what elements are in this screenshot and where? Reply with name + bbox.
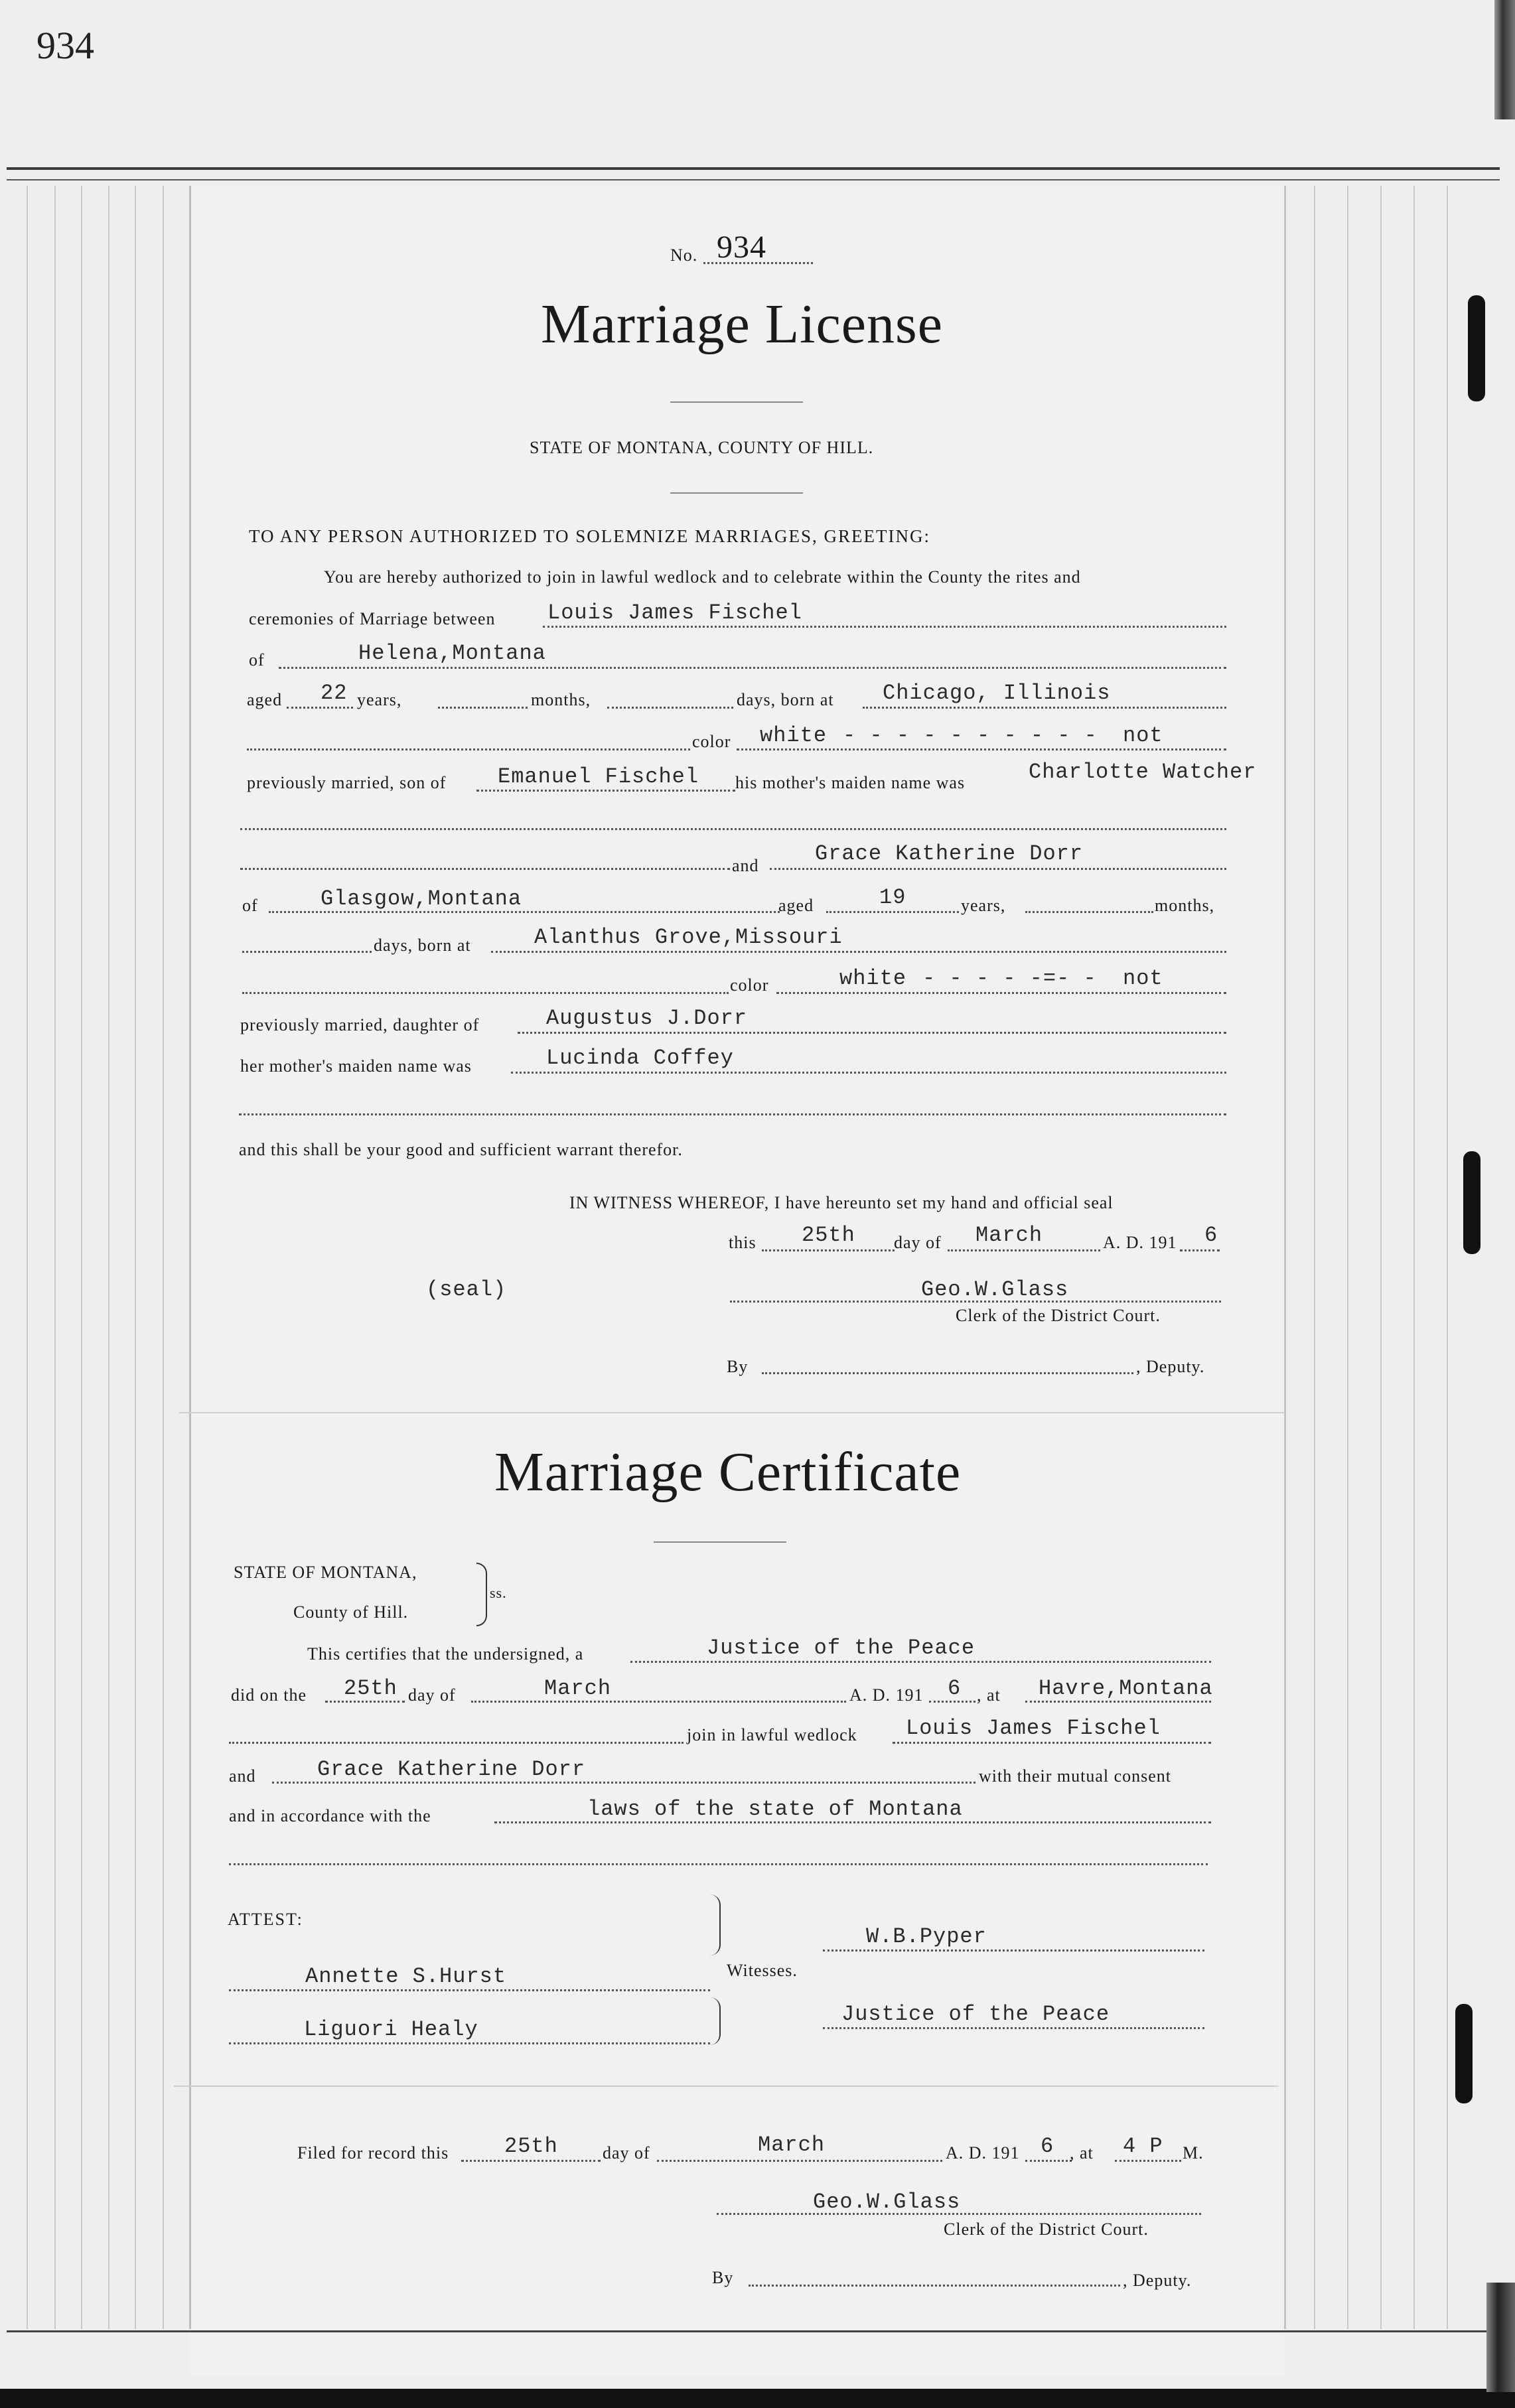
bride-months-line xyxy=(1025,911,1153,913)
groom-days-born-label: days, born at xyxy=(737,690,834,709)
bride-years-label: years, xyxy=(961,896,1006,915)
bride-months-label: months, xyxy=(1155,896,1215,915)
attest-brace-left xyxy=(710,1894,721,1955)
margin-line-2 xyxy=(54,186,56,2329)
officiant-sig-title-line xyxy=(823,2027,1204,2029)
cert-day-of-label: day of xyxy=(408,1685,456,1705)
warrant-text: and this shall be your good and sufficient warrant therefor. xyxy=(239,1140,683,1159)
officiant-signature-line xyxy=(823,1949,1204,1951)
filed-day-line xyxy=(461,2160,601,2162)
cert-bride: Grace Katherine Dorr xyxy=(317,1757,586,1782)
and-label: and xyxy=(732,856,759,875)
groom-months-line xyxy=(438,707,528,709)
issued-year-digit: 6 xyxy=(1204,1223,1218,1247)
ceremonies-label: ceremonies of Marriage between xyxy=(249,609,496,628)
cert-place: Havre,Montana xyxy=(1039,1676,1213,1701)
certificate-title: Marriage Certificate xyxy=(494,1441,962,1503)
filed-year-line xyxy=(1025,2160,1072,2162)
margin-line-5 xyxy=(135,186,136,2329)
did-on-label: did on the xyxy=(231,1685,307,1705)
groom-of-label: of xyxy=(249,650,265,670)
groom-residence: Helena,Montana xyxy=(358,641,546,666)
section-divider-2 xyxy=(174,2086,1279,2087)
form-panel xyxy=(189,186,1284,2375)
and-lead-line xyxy=(240,868,730,870)
bride-name: Grace Katherine Dorr xyxy=(815,841,1084,866)
margin-line-1 xyxy=(27,186,28,2329)
groom-father: Emanuel Fischel xyxy=(498,764,699,789)
greeting-line: TO ANY PERSON AUTHORIZED TO SOLEMNIZE MARRIAGES, GREETING: xyxy=(249,526,931,546)
license-number: 934 xyxy=(717,230,766,265)
filed-m-label: M. xyxy=(1183,2143,1204,2162)
filed-at-label: , at xyxy=(1070,2143,1094,2162)
issued-day-line xyxy=(762,1249,895,1251)
binding-hole-3 xyxy=(1455,2004,1473,2103)
groom-father-line xyxy=(476,790,735,792)
issued-month-line xyxy=(948,1249,1100,1251)
blank-line-3 xyxy=(229,1863,1208,1865)
groom-name-line xyxy=(543,626,1226,628)
cert-day-line xyxy=(325,1701,405,1703)
issued-year-line xyxy=(1180,1249,1220,1251)
cert-groom-line xyxy=(893,1742,1211,1744)
witness-2-line xyxy=(229,2042,710,2044)
bottom-rule xyxy=(7,2330,1500,2332)
bride-color: white xyxy=(839,966,907,991)
bride-color-dashes: - - - - -=- - xyxy=(922,966,1097,991)
blank-line-1 xyxy=(240,828,1226,830)
form-left-edge xyxy=(189,186,191,2329)
filed-ad-label: A. D. 191 xyxy=(946,2143,1020,2162)
right-margin-line-1 xyxy=(1314,186,1315,2329)
filing-deputy-line xyxy=(749,2285,1120,2287)
ledger-header-band xyxy=(0,0,1515,169)
binding-hole-1 xyxy=(1468,295,1485,401)
right-margin-line-2 xyxy=(1347,186,1348,2329)
issued-ad-label: A. D. 191 xyxy=(1103,1233,1177,1252)
license-clerk-title: Clerk of the District Court. xyxy=(956,1306,1161,1325)
bride-of-label: of xyxy=(242,896,258,915)
certifies-label: This certifies that the undersigned, a xyxy=(307,1644,584,1664)
join-label: join in lawful wedlock xyxy=(687,1725,857,1744)
license-by-label: By xyxy=(727,1357,749,1376)
filing-clerk-signature: Geo.W.Glass xyxy=(813,2190,961,2214)
groom-color-dashes: - - - - - - - - - - xyxy=(843,723,1098,748)
cert-state-label: STATE OF MONTANA, xyxy=(234,1563,417,1582)
groom-birthplace-line xyxy=(863,707,1226,709)
bride-mother-line xyxy=(511,1072,1226,1074)
ss-brace xyxy=(476,1563,487,1626)
bride-birthplace-line xyxy=(491,951,1226,953)
groom-residence-line xyxy=(279,667,1226,669)
officiant-signature-title: Justice of the Peace xyxy=(841,2002,1110,2026)
mother-maiden-label: his mother's maiden name was xyxy=(735,773,966,792)
binding-hole-2 xyxy=(1463,1151,1480,1254)
bride-birthplace: Alanthus Grove,Missouri xyxy=(534,925,843,950)
right-margin-line-5 xyxy=(1447,186,1448,2329)
attest-label: ATTEST: xyxy=(228,1910,303,1929)
cert-year-line xyxy=(929,1701,975,1703)
groom-days-line xyxy=(607,707,733,709)
groom-color-line xyxy=(737,748,1226,750)
filed-year-digit: 6 xyxy=(1041,2134,1054,2159)
page-edge-bottom-right xyxy=(1486,2283,1515,2392)
license-number-label: No. xyxy=(670,246,698,265)
section-divider xyxy=(179,1412,1284,1413)
page-edge-top-right xyxy=(1494,0,1515,119)
filing-clerk-line xyxy=(717,2213,1201,2215)
filed-day: 25th xyxy=(504,2134,558,2159)
bride-residence-line xyxy=(269,911,780,913)
title-rule-1 xyxy=(670,401,803,403)
issued-month: March xyxy=(975,1223,1043,1247)
margin-line-3 xyxy=(81,186,82,2329)
page-number: 934 xyxy=(36,24,94,67)
cert-month: March xyxy=(544,1676,612,1701)
filed-hour-line xyxy=(1115,2160,1181,2162)
groom-name: Louis James Fischel xyxy=(547,601,802,625)
license-deputy-label: , Deputy. xyxy=(1136,1357,1205,1376)
this-label: this xyxy=(729,1233,757,1252)
laws-line xyxy=(494,1821,1211,1823)
license-deputy-line xyxy=(762,1372,1133,1374)
witness-1-line xyxy=(229,1989,710,1991)
seal-mark: (seal) xyxy=(426,1277,507,1302)
bride-previously-married: not xyxy=(1123,966,1163,991)
bride-residence: Glasgow,Montana xyxy=(321,886,522,911)
bride-age-line xyxy=(826,911,959,913)
bride-color-lead-line xyxy=(242,992,729,994)
header-rule-top xyxy=(7,167,1500,170)
witness-2: Liguori Healy xyxy=(304,2017,478,2042)
bride-mother-maiden: Lucinda Coffey xyxy=(546,1046,734,1070)
daughter-of-label: previously married, daughter of xyxy=(240,1015,480,1034)
consent-label: with their mutual consent xyxy=(979,1766,1172,1786)
bride-age: 19 xyxy=(879,885,906,910)
filing-by-label: By xyxy=(712,2268,734,2287)
filed-day-of-label: day of xyxy=(603,2143,650,2162)
groom-years-label: years, xyxy=(357,690,402,709)
witness-1: Annette S.Hurst xyxy=(305,1964,507,1989)
groom-previously-married: not xyxy=(1123,723,1163,748)
groom-color-lead-line xyxy=(247,748,690,750)
cert-laws: laws of the state of Montana xyxy=(587,1797,963,1821)
bride-aged-label: aged xyxy=(778,896,814,915)
bride-father: Augustus J.Dorr xyxy=(546,1006,748,1030)
groom-birthplace: Chicago, Illinois xyxy=(883,681,1111,705)
cert-place-line xyxy=(1025,1701,1211,1703)
right-margin-line-3 xyxy=(1380,186,1382,2329)
groom-color: white xyxy=(760,723,828,748)
blank-line-2 xyxy=(239,1113,1226,1115)
bride-days-born-label: days, born at xyxy=(374,936,471,955)
license-clerk-signature: Geo.W.Glass xyxy=(921,1277,1069,1302)
groom-color-label: color xyxy=(692,732,731,751)
accordance-label: and in accordance with the xyxy=(229,1806,431,1825)
bride-name-line xyxy=(770,868,1226,870)
bride-color-label: color xyxy=(730,975,769,995)
cert-title-rule xyxy=(654,1541,786,1543)
header-rule-bottom xyxy=(7,179,1500,180)
officiant-title: Justice of the Peace xyxy=(707,1636,975,1660)
filed-label: Filed for record this xyxy=(297,2143,449,2162)
attest-brace-right xyxy=(710,1997,721,2045)
margin-line-6 xyxy=(163,186,164,2329)
right-margin-line-4 xyxy=(1413,186,1415,2329)
filed-month: March xyxy=(758,2133,826,2157)
groom-months-label: months, xyxy=(531,690,591,709)
cert-ad-label: A. D. 191 xyxy=(849,1685,924,1705)
groom-mother-maiden: Charlotte Watcher xyxy=(1029,760,1257,784)
officiant-signature: W.B.Pyper xyxy=(866,1924,987,1949)
license-title: Marriage License xyxy=(541,293,944,355)
son-of-label: previously married, son of xyxy=(247,773,447,792)
license-clerk-line xyxy=(730,1301,1221,1303)
witnesses-label: Witesses. xyxy=(727,1961,798,1980)
form-right-edge xyxy=(1284,186,1286,2329)
cert-county-label: County of Hill. xyxy=(293,1602,409,1622)
cert-and-label: and xyxy=(229,1766,256,1786)
cert-year-digit: 6 xyxy=(948,1676,962,1701)
issued-day-of-label: day of xyxy=(894,1233,942,1252)
her-mother-label: her mother's maiden name was xyxy=(240,1056,472,1076)
filed-hour: 4 P xyxy=(1123,2134,1163,2159)
filed-month-line xyxy=(657,2160,942,2162)
officiant-title-line xyxy=(630,1661,1211,1663)
license-intro-line-1: You are hereby authorized to join in lawful wedlock and to celebrate within the County the rites and xyxy=(324,567,1081,587)
groom-age-line xyxy=(287,707,353,709)
cert-bride-line xyxy=(272,1782,975,1784)
bride-color-line xyxy=(776,992,1226,994)
witness-whereof-text: IN WITNESS WHEREOF, I have hereunto set my hand and official seal xyxy=(569,1193,1114,1212)
issued-day: 25th xyxy=(802,1223,855,1247)
title-rule-2 xyxy=(670,492,803,494)
margin-line-4 xyxy=(108,186,109,2329)
cert-month-line xyxy=(471,1701,846,1703)
page-bottom-edge xyxy=(0,2389,1515,2408)
filing-deputy-label: , Deputy. xyxy=(1123,2271,1192,2290)
bride-father-line xyxy=(518,1032,1226,1034)
groom-aged-label: aged xyxy=(247,690,283,709)
cert-at-label: , at xyxy=(977,1685,1001,1705)
cert-groom: Louis James Fischel xyxy=(906,1716,1161,1740)
cert-ss-label: ss. xyxy=(490,1585,507,1601)
bride-days-line xyxy=(242,951,372,953)
groom-age: 22 xyxy=(321,681,348,705)
cert-day: 25th xyxy=(344,1676,397,1701)
state-county-heading: STATE OF MONTANA, COUNTY OF HILL. xyxy=(530,438,874,457)
filing-clerk-title: Clerk of the District Court. xyxy=(944,2220,1149,2239)
join-lead-line xyxy=(229,1742,684,1744)
